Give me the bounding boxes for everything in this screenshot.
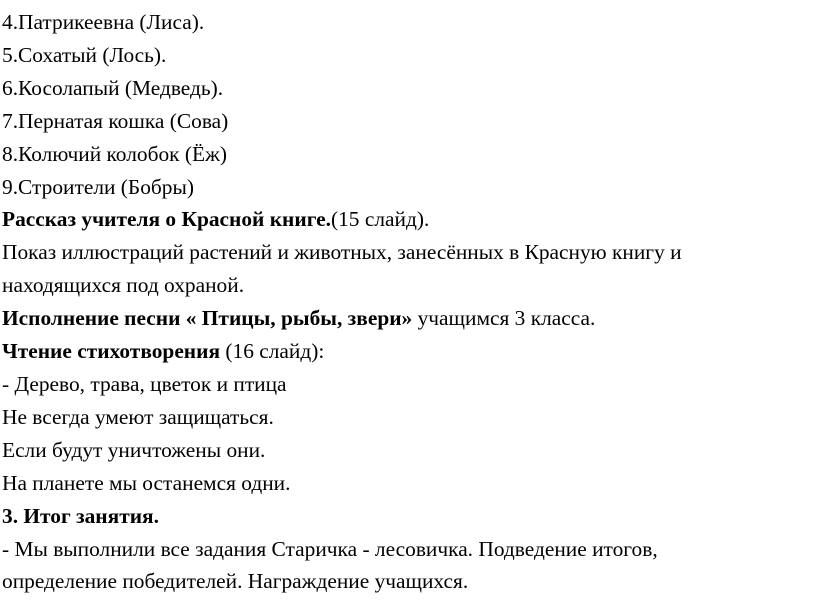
poem-line-1: - Дерево, трава, цветок и птица xyxy=(2,371,287,396)
poem-reading-heading: Чтение стихотворения xyxy=(2,339,221,364)
poem-reading-slide: (16 слайд): xyxy=(220,339,325,364)
teacher-story-line xyxy=(2,203,816,236)
list-item-6: 6.Косолапый (Медведь). xyxy=(2,75,224,100)
poem-line-3: Если будут уничтожены они. xyxy=(2,437,266,462)
song-heading: Исполнение песни « Птицы, рыбы, звери» xyxy=(2,306,413,331)
list-item-8: 8.Колючий колобок (Ёж) xyxy=(2,141,227,166)
list-item-5: 5.Сохатый (Лось). xyxy=(2,42,167,67)
summary-heading: 3. Итог занятия. xyxy=(2,503,159,528)
poem-reading-line xyxy=(2,335,816,368)
song-performers: учащимся 3 класса. xyxy=(412,306,596,331)
list-item-4: 4.Патрикеевна (Лиса). xyxy=(2,10,205,34)
poem-line-4: На планете мы останемся одни. xyxy=(2,470,291,495)
list-item-7: 7.Пернатая кошка (Сова) xyxy=(2,108,229,133)
illustration-line-2: находящихся под охраной. xyxy=(2,273,245,298)
summary-line-1: - Мы выполнили все задания Старичка - лесовичка. Подведение итогов, xyxy=(2,536,658,561)
teacher-story-slide: (15 слайд). xyxy=(330,207,430,232)
summary-line-2: определение победителей. Награждение учащихся. xyxy=(2,569,469,594)
poem-line-2: Не всегда умеют защищаться. xyxy=(2,404,274,429)
teacher-story-heading: Рассказ учителя о Красной книге. xyxy=(2,207,331,232)
illustration-line-1: Показ иллюстраций растений и животных, занесённых в Красную книгу и xyxy=(2,240,682,265)
list-item-9: 9.Строители (Бобры) xyxy=(2,174,194,199)
song-line xyxy=(2,302,816,335)
